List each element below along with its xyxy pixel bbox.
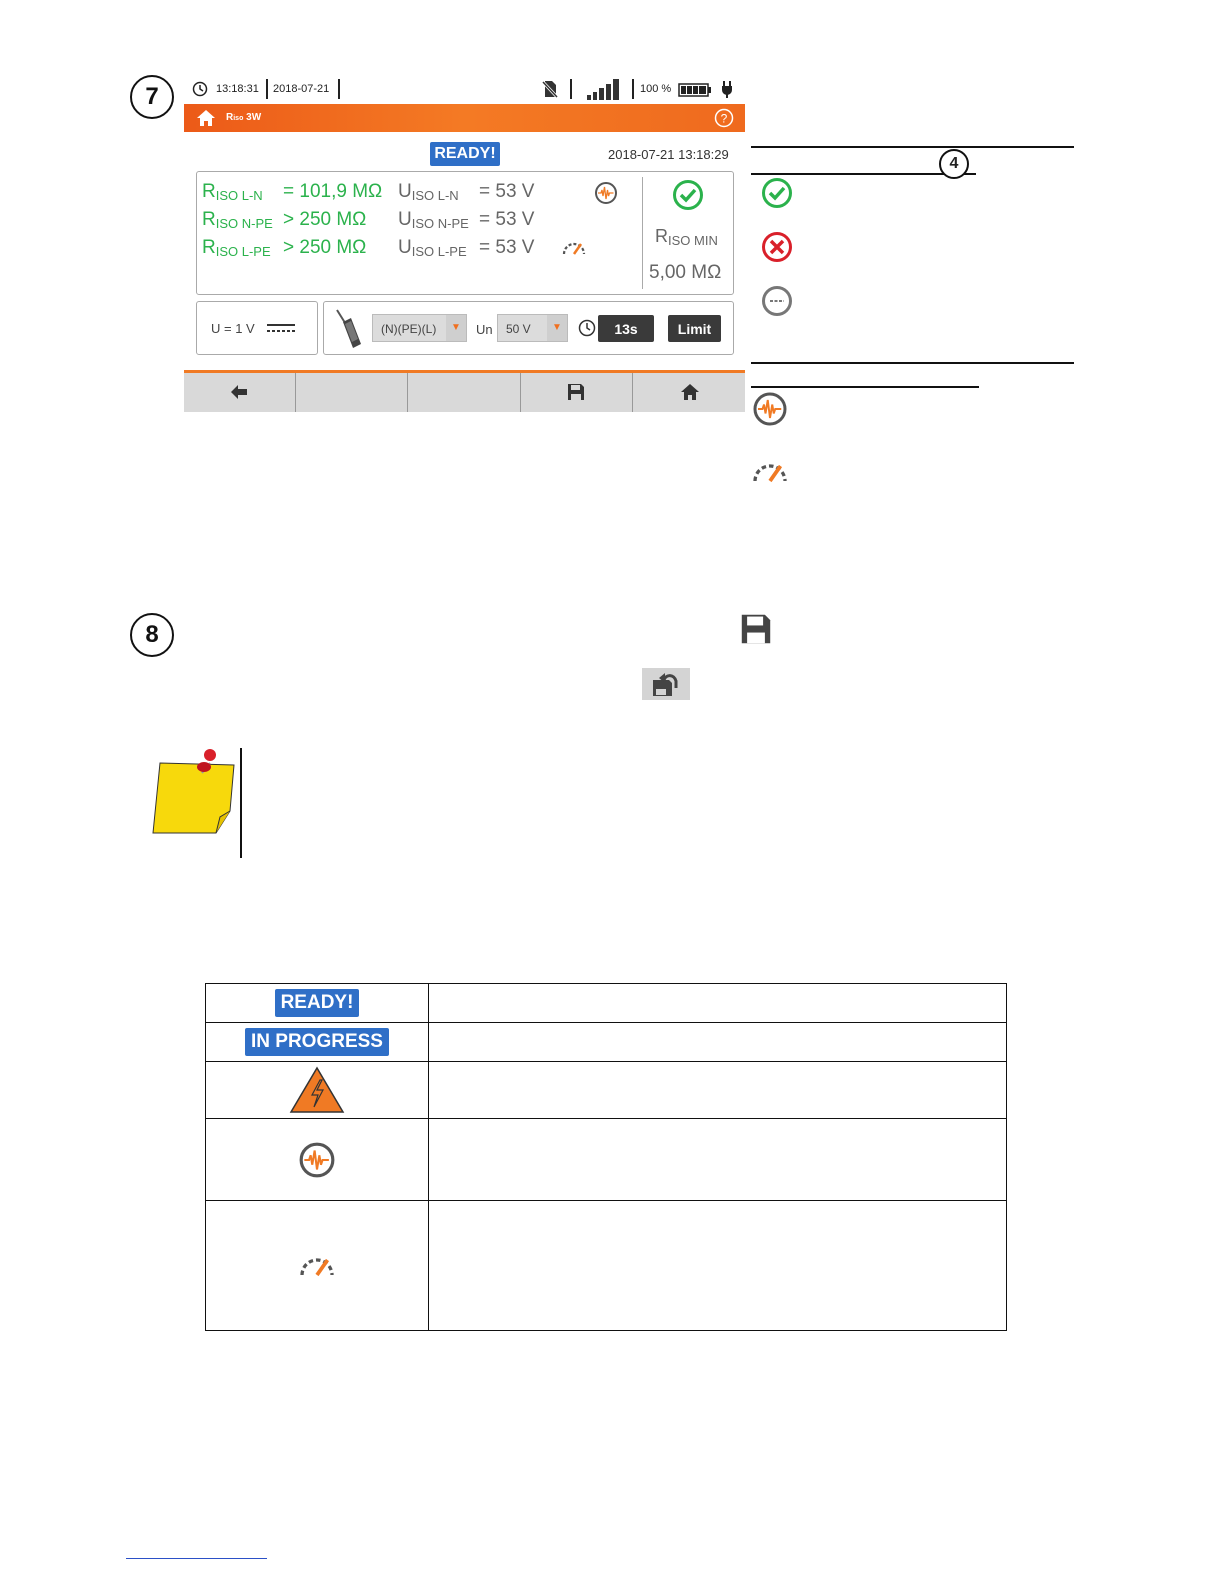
battery-percent: 100 % bbox=[640, 83, 672, 95]
x-circle-icon bbox=[761, 231, 793, 263]
noise-icon bbox=[594, 181, 618, 205]
u-reading: U = 1 V bbox=[211, 321, 255, 336]
status-badge: READY! bbox=[430, 142, 500, 166]
save-icon bbox=[740, 613, 772, 645]
voltage-uiso-lpe: $U_{ISO L-PE}$ bbox=[398, 237, 467, 259]
status-time: 13:18:31 bbox=[216, 83, 259, 95]
voltage-uiso-lpe-value: = 53 V bbox=[479, 237, 535, 258]
voltage-uiso-ln-value: = 53 V bbox=[479, 181, 535, 202]
un-select[interactable]: 50 V ▼ bbox=[497, 314, 568, 342]
step-7-marker: 7 bbox=[130, 75, 174, 119]
power-plug-icon bbox=[720, 80, 734, 98]
probe-icon bbox=[331, 308, 363, 350]
bottom-toolbar bbox=[184, 370, 745, 412]
riso-min-label: $R_{ISO MIN}$ bbox=[655, 226, 718, 248]
status-bar bbox=[184, 76, 745, 102]
measurement-timestamp: 2018-07-21 13:18:29 bbox=[608, 147, 729, 162]
no-sd-card-icon bbox=[542, 80, 558, 98]
limit-button[interactable]: Limit bbox=[668, 315, 721, 342]
in-progress-badge: IN PROGRESS bbox=[245, 1028, 389, 1056]
status-date: 2018-07-21 bbox=[273, 83, 330, 95]
result-riso-npe-value: > 250 MΩ bbox=[283, 209, 367, 230]
voltage-uiso-npe-value: = 53 V bbox=[479, 209, 535, 230]
battery-icon bbox=[678, 83, 712, 97]
check-circle-icon bbox=[672, 179, 704, 211]
home-icon[interactable] bbox=[680, 383, 700, 401]
result-riso-ln: $R_{ISO L-N}$ bbox=[202, 181, 263, 203]
title-bar bbox=[184, 104, 745, 132]
home-icon[interactable] bbox=[196, 109, 216, 127]
ready-badge: READY! bbox=[275, 989, 360, 1017]
noise-icon bbox=[752, 391, 788, 427]
time-button[interactable]: 13s bbox=[598, 315, 654, 342]
return-icon bbox=[642, 668, 690, 700]
help-icon[interactable] bbox=[714, 108, 734, 128]
gauge-icon bbox=[562, 240, 586, 256]
status-legend-table bbox=[205, 983, 1007, 1331]
high-voltage-warning-icon bbox=[289, 1066, 345, 1114]
save-icon[interactable] bbox=[567, 383, 585, 401]
dash-circle-icon bbox=[761, 285, 793, 317]
svg-text:?: ? bbox=[720, 111, 728, 126]
result-riso-ln-value: = 101,9 MΩ bbox=[283, 181, 383, 202]
footnote-rule bbox=[126, 1558, 267, 1559]
voltage-uiso-npe: $U_{ISO N-PE}$ bbox=[398, 209, 469, 231]
ref-4-marker: 4 bbox=[939, 149, 969, 179]
probe-select[interactable]: (N)(PE)(L) ▼ bbox=[372, 314, 467, 342]
check-circle-icon bbox=[761, 177, 793, 209]
back-arrow-icon[interactable] bbox=[230, 384, 248, 400]
signal-strength-icon bbox=[587, 78, 623, 100]
gauge-icon bbox=[751, 460, 789, 484]
sticky-note-icon bbox=[150, 745, 238, 837]
riso-min-value: 5,00 MΩ bbox=[649, 262, 722, 283]
result-riso-npe: $R_{ISO N-PE}$ bbox=[202, 209, 273, 231]
result-riso-lpe-value: > 250 MΩ bbox=[283, 237, 367, 258]
gauge-icon bbox=[298, 1254, 336, 1278]
timer-icon bbox=[578, 319, 596, 337]
un-label: Un bbox=[476, 322, 493, 337]
dc-symbol-icon bbox=[266, 322, 296, 334]
step-8-marker: 8 bbox=[130, 613, 174, 657]
result-riso-lpe: $R_{ISO L-PE}$ bbox=[202, 237, 271, 259]
clock-icon bbox=[192, 81, 208, 97]
noise-icon bbox=[298, 1141, 336, 1179]
screen-title: Riso 3W bbox=[226, 112, 262, 123]
voltage-uiso-ln: $U_{ISO L-N}$ bbox=[398, 181, 459, 203]
